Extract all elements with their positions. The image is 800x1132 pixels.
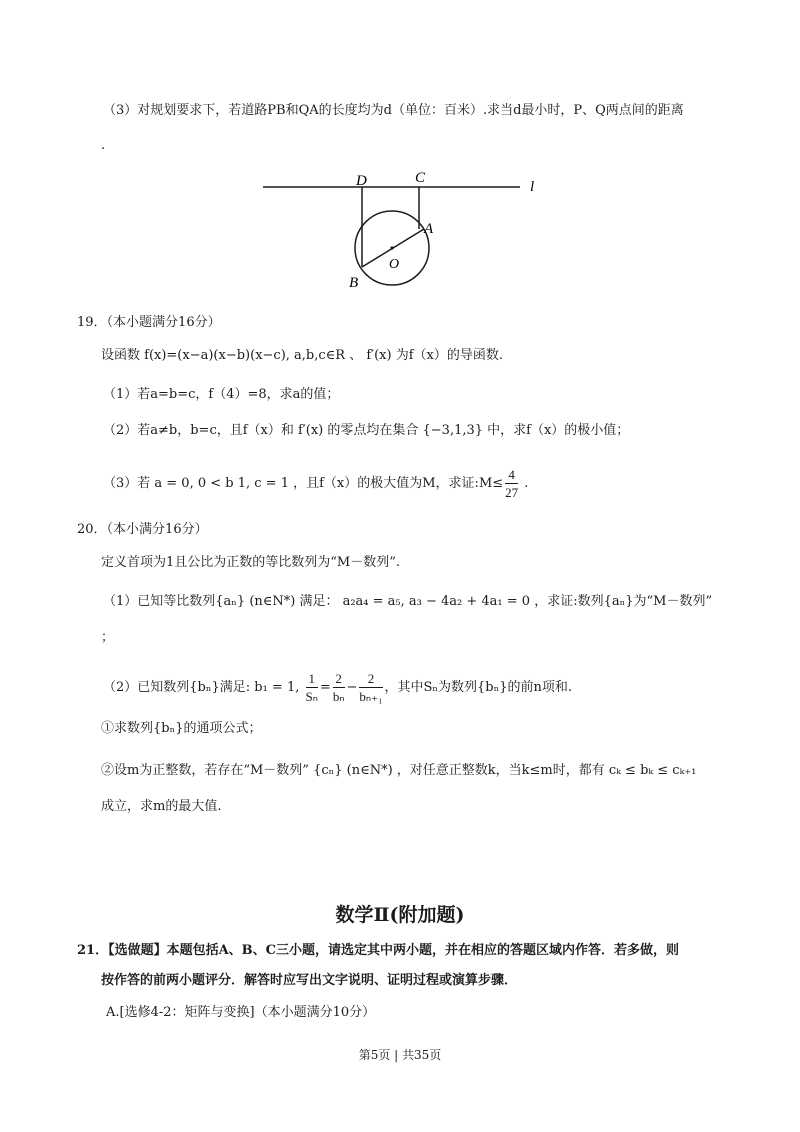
q21-part-a: A.[选修4-2：矩阵与变换]（本小题满分10分） (106, 1005, 376, 1020)
page-footer: 第5页 | 共35页 (358, 1048, 442, 1062)
fraction-2-bn (333, 670, 345, 705)
q19-part1: （1）若a=b=c，f（4）=8，求a的值； (103, 387, 340, 402)
q19-part3-text: （3）若 a = 0, 0 < b 1, c = 1 ，且f（x）的极大值为M，求证:M≤ (103, 476, 504, 491)
label-O: O (389, 257, 400, 272)
q20-part1: （1）已知等比数列{aₙ} (n∈N*) 满足： a₂a₄ = a₅, a₃ − 4a₂ + 4a₁ = 0 ，求证:数列{aₙ}为“M－数列” (103, 594, 713, 609)
fraction-numerator: 2 (359, 670, 382, 688)
fraction-numerator: 1 (306, 670, 318, 688)
fraction-4-27 (505, 466, 518, 501)
q21-line2: 按作答的前两小题评分．解答时应写出文字说明、证明过程或演算步骤． (101, 973, 518, 988)
label-B: B (349, 275, 359, 291)
geometry-figure (0, 0, 800, 300)
q20-definition: 定义首项为1且公比为正数的等比数列为“M－数列”. (101, 555, 401, 570)
fraction-numerator: 4 (505, 466, 518, 484)
fraction-denominator: Sₙ (305, 689, 318, 704)
q19-part3-end: . (520, 476, 529, 491)
q20-part2 (103, 670, 572, 705)
label-C: C (415, 170, 426, 186)
fraction-numerator: 2 (333, 670, 345, 688)
q19-part2: （2）若a≠b，b=c，且f（x）和 f′(x) 的零点均在集合 {−3,1,3} 中，求f（x）的极小值； (103, 423, 630, 438)
q20-sub2: ②设m为正整数，若存在“M－数列” {cₙ} (n∈N*) ，对任意正整数k，当k≤m时，都有 cₖ ≤ bₖ ≤ cₖ₊₁ (101, 763, 697, 778)
center-point (390, 246, 393, 249)
fraction-denominator: bₙ (332, 689, 345, 704)
label-A: A (424, 221, 434, 237)
q19-intro: 设函数 f(x)=(x−a)(x−b)(x−c), a,b,c∈R 、 f′(x) 为f（x）的导函数. (101, 348, 503, 363)
q18-part3: （3）对规划要求下，若道路PB和QA的长度均为d（单位：百米）.求当d最小时，P、Q两点间的距离 (103, 103, 684, 118)
fraction-denominator: bₙ₊₁ (359, 689, 383, 704)
q20-header: 20．（本小满分16分） (77, 522, 208, 537)
equals-sign: = (319, 680, 331, 695)
q19-part3 (103, 466, 528, 501)
section-title: 数学Ⅱ(附加题) (335, 904, 465, 926)
fraction-2-bn1 (359, 670, 382, 705)
q21-line1: 21．【选做题】本题包括A、B、C三小题，请选定其中两小题，并在相应的答题区域内作答．若多做，则 (77, 943, 680, 958)
q20-part2-end: ，其中Sₙ为数列{bₙ}的前n项和. (384, 680, 573, 695)
q20-part1-end: ； (101, 630, 115, 645)
fraction-denominator: 27 (505, 485, 519, 500)
q20-sub1: ①求数列{bₙ}的通项公式； (101, 721, 262, 736)
q18-part3-end: . (101, 138, 106, 153)
q20-part2-text: （2）已知数列{bₙ}满足: b₁ = 1, (103, 680, 304, 695)
label-D: D (356, 173, 367, 189)
fraction-1-Sn (306, 670, 318, 705)
label-l: l (530, 179, 535, 195)
q19-header: 19．（本小题满分16分） (77, 315, 221, 330)
minus-sign: − (346, 680, 358, 695)
q20-sub2-end: 成立，求m的最大值. (101, 799, 222, 814)
